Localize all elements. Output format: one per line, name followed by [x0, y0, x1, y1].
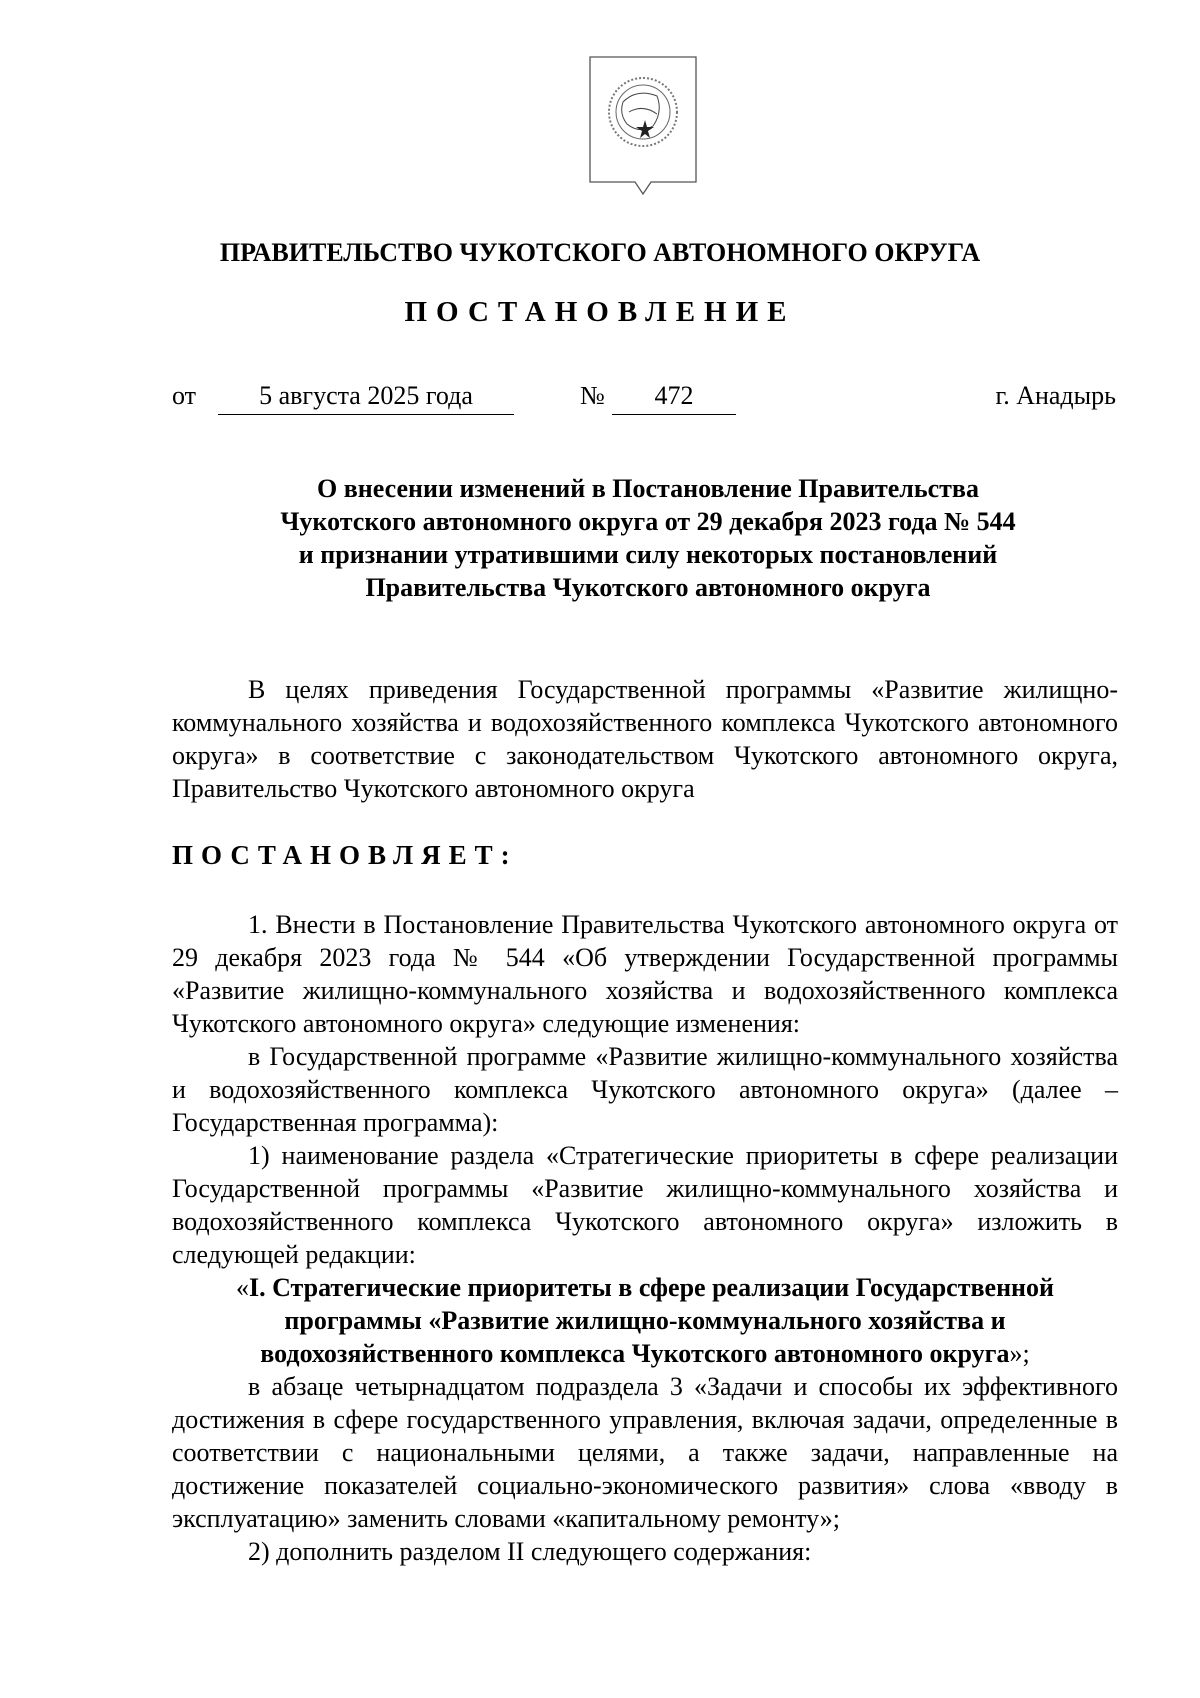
date-prefix: от	[172, 381, 197, 410]
number-label: №	[580, 381, 605, 410]
section-heading-text: I. Стратегические приоритеты в сфере реализации Государственной программы «Развитие жилищно-коммунального хозяйства и водохозяйственного комплекса Чукотского автономного округа	[248, 1273, 1055, 1368]
document-meta	[0, 378, 1200, 414]
preamble-paragraph: В целях приведения Государственной программы «Развитие жилищно-коммунального хозяйства и водохозяйственного комплекса Чукотского автономного округа» в соответствие с законодательством Чукотского автономного округа, Правительство Чукотского автономного округа	[172, 675, 1118, 803]
decree-heading: ПОСТАНОВЛЯЕТ:	[172, 840, 518, 870]
title-line: Правительства Чукотского автономного округа	[365, 573, 931, 602]
paragraph-1: 1. Внести в Постановление Правительства Чукотского автономного округа от 29 декабря 2023 года № 544 «Об утверждении Государственной программы «Развитие жилищно-коммунального хозяйства и водохозяйственного комплекса Чукотского автономного округа» следующие изменения:	[172, 910, 1118, 1038]
document-city: г. Анадырь	[995, 381, 1116, 410]
paragraph-5: 2) дополнить разделом II следующего содержания:	[248, 1537, 812, 1566]
document-date: 5 августа 2025 года	[218, 378, 514, 415]
paragraph-3: 1) наименование раздела «Стратегические приоритеты в сфере реализации Государственной программы «Развитие жилищно-коммунального хозяйства и водохозяйственного комплекса Чукотского автономного округа» изложить в следующей редакции:	[172, 1141, 1118, 1269]
document-body	[172, 673, 1118, 1568]
title-line: и признании утратившими силу некоторых постановлений	[298, 540, 998, 569]
section-open-quote: «	[235, 1273, 249, 1302]
paragraph-2: в Государственной программе «Развитие жилищно-коммунального хозяйства и водохозяйственного комплекса Чукотского автономного округа» (далее – Государственная программа):	[172, 1042, 1118, 1137]
organization-name: ПРАВИТЕЛЬСТВО ЧУКОТСКОГО АВТОНОМНОГО ОКРУГА	[219, 238, 981, 267]
coat-of-arms-icon	[587, 54, 699, 206]
document-number: 472	[612, 378, 736, 415]
section-close-quote: »;	[1009, 1339, 1030, 1368]
section-heading	[172, 1271, 1118, 1370]
title-line: О внесении изменений в Постановление Правительства	[317, 474, 979, 503]
title-line: Чукотского автономного округа от 29 декабря 2023 года № 544	[280, 507, 1016, 536]
document-type: ПОСТАНОВЛЕНИЕ	[404, 296, 796, 328]
document-title	[172, 472, 1124, 604]
paragraph-4: в абзаце четырнадцатом подраздела 3 «Задачи и способы их эффективного достижения в сфере государственного управления, включая задачи, определенные в соответствии с национальными целями, а также задачи, направленные на достижение показателей социально-экономического развития» слова «вводу в эксплуатацию» заменить словами «капитальному ремонту»;	[172, 1372, 1118, 1533]
